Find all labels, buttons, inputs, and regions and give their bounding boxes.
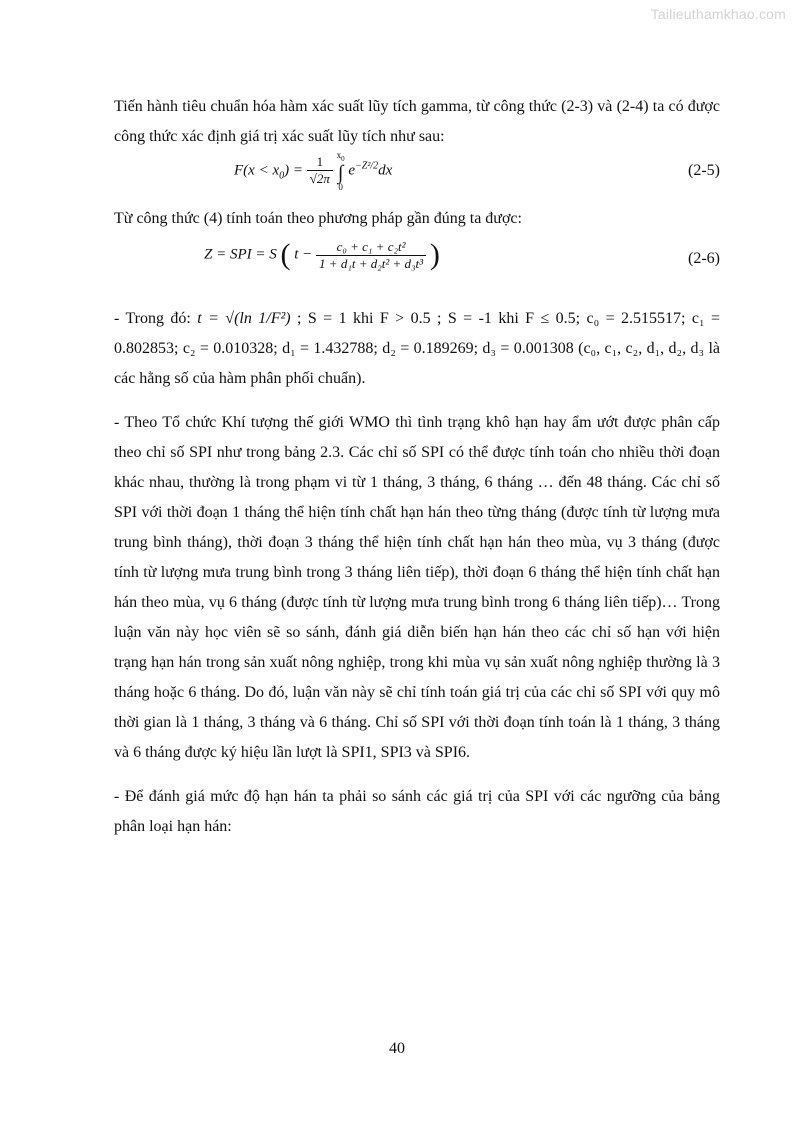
- paragraph-where: - Trong đó: t = √(ln 1/F²) ; S = 1 khi F > 0.5 ; S = -1 khi F ≤ 0.5; c₀ = 2.515517; c₁ = 0.802853; c₂ = 0.010328; d₁ = 1.432788; d₂ = 0.189269; d₃ = 0.001308 (c₀, c₁, c₂, d₁, d₂, d₃ là các hằng số của hàm phân phối chuẩn).: [114, 310, 720, 387]
- equation-number: (2-6): [688, 250, 720, 267]
- fraction: $\frac{\text{c₀ + c₁ + c₂t²}}{\text{1 + d₁t + d₂t² + d₃t³}}$: [316, 239, 426, 272]
- paragraph-approx: Từ công thức (4) tính toán theo phương pháp gần đúng ta được:: [114, 210, 522, 227]
- paragraph-evaluation: - Để đánh giá mức độ hạn hán ta phải so sánh các giá trị của SPI với các ngưỡng của bảng phân loại hạn hán:: [114, 788, 720, 835]
- formula-spi: Z = SPI = S ( t − $\frac{\text{c₀ + c₁ + c₂t²}}{\text{1 + d₁t + d₂t² + d₃t³}}$ ): [204, 238, 440, 271]
- equation-number: (2-5): [688, 162, 720, 179]
- formula-cdf: $F(x < x_0)$ = $\frac{1}{√2\pi}$ $x_0$ ∫ 0 $e^{-Z^2/2}dx$: [234, 150, 393, 192]
- equation-2-5: [114, 152, 720, 202]
- page-content: [114, 92, 720, 842]
- equation-2-6: [114, 240, 720, 296]
- watermark: Tailieuthamkhao.com: [650, 6, 786, 22]
- formula-t: t = √(ln 1/F²): [197, 310, 291, 327]
- page-number: 40: [389, 1040, 405, 1057]
- paragraph-wmo: - Theo Tổ chức Khí tượng thế giới WMO thì tình trạng khô hạn hay ẩm ướt được phân cấp theo chỉ số SPI như trong bảng 2.3. Các chỉ số SPI có thể được tính toán cho nhiều thời đoạn khác nhau, thường là trong phạm vi từ 1 tháng, 3 tháng, 6 tháng … đến 48 tháng. Các chỉ số SPI với thời đoạn 1 tháng thể hiện tính chất hạn hán theo từng tháng (được tính từ lượng mưa trung bình tháng), thời đoạn 3 tháng thể hiện tính chất hạn hán theo mùa, vụ 3 tháng (được tính từ lượng mưa trung bình trong 3 tháng liên tiếp), thời đoạn 6 tháng thể hiện tính chất hạn hán theo mùa, vụ 6 tháng (được tính từ lượng mưa trung bình trong 6 tháng liên tiếp)… Trong luận văn này học viên sẽ so sánh, đánh giá diễn biến hạn hán theo các chỉ số hạn với hiện trạng hạn hán trong sản xuất nông nghiệp, trong khi mùa vụ sản xuất nông nghiệp thường là 3 tháng hoặc 6 tháng. Do đó, luận văn này sẽ chỉ tính toán giá trị của các chỉ số SPI với quy mô thời gian là 1 tháng, 3 tháng và 6 tháng. Chỉ số SPI với thời đoạn tính toán là 1 tháng, 3 tháng và 6 tháng được ký hiệu lần lượt là SPI1, SPI3 và SPI6.: [114, 414, 720, 761]
- paragraph-intro: Tiến hành tiêu chuẩn hóa hàm xác suất lũy tích gamma, từ công thức (2-3) và (2-4) ta có được công thức xác định giá trị xác suất lũy tích như sau:: [114, 98, 720, 145]
- fraction: $\frac{1}{√2\pi}$: [307, 154, 333, 187]
